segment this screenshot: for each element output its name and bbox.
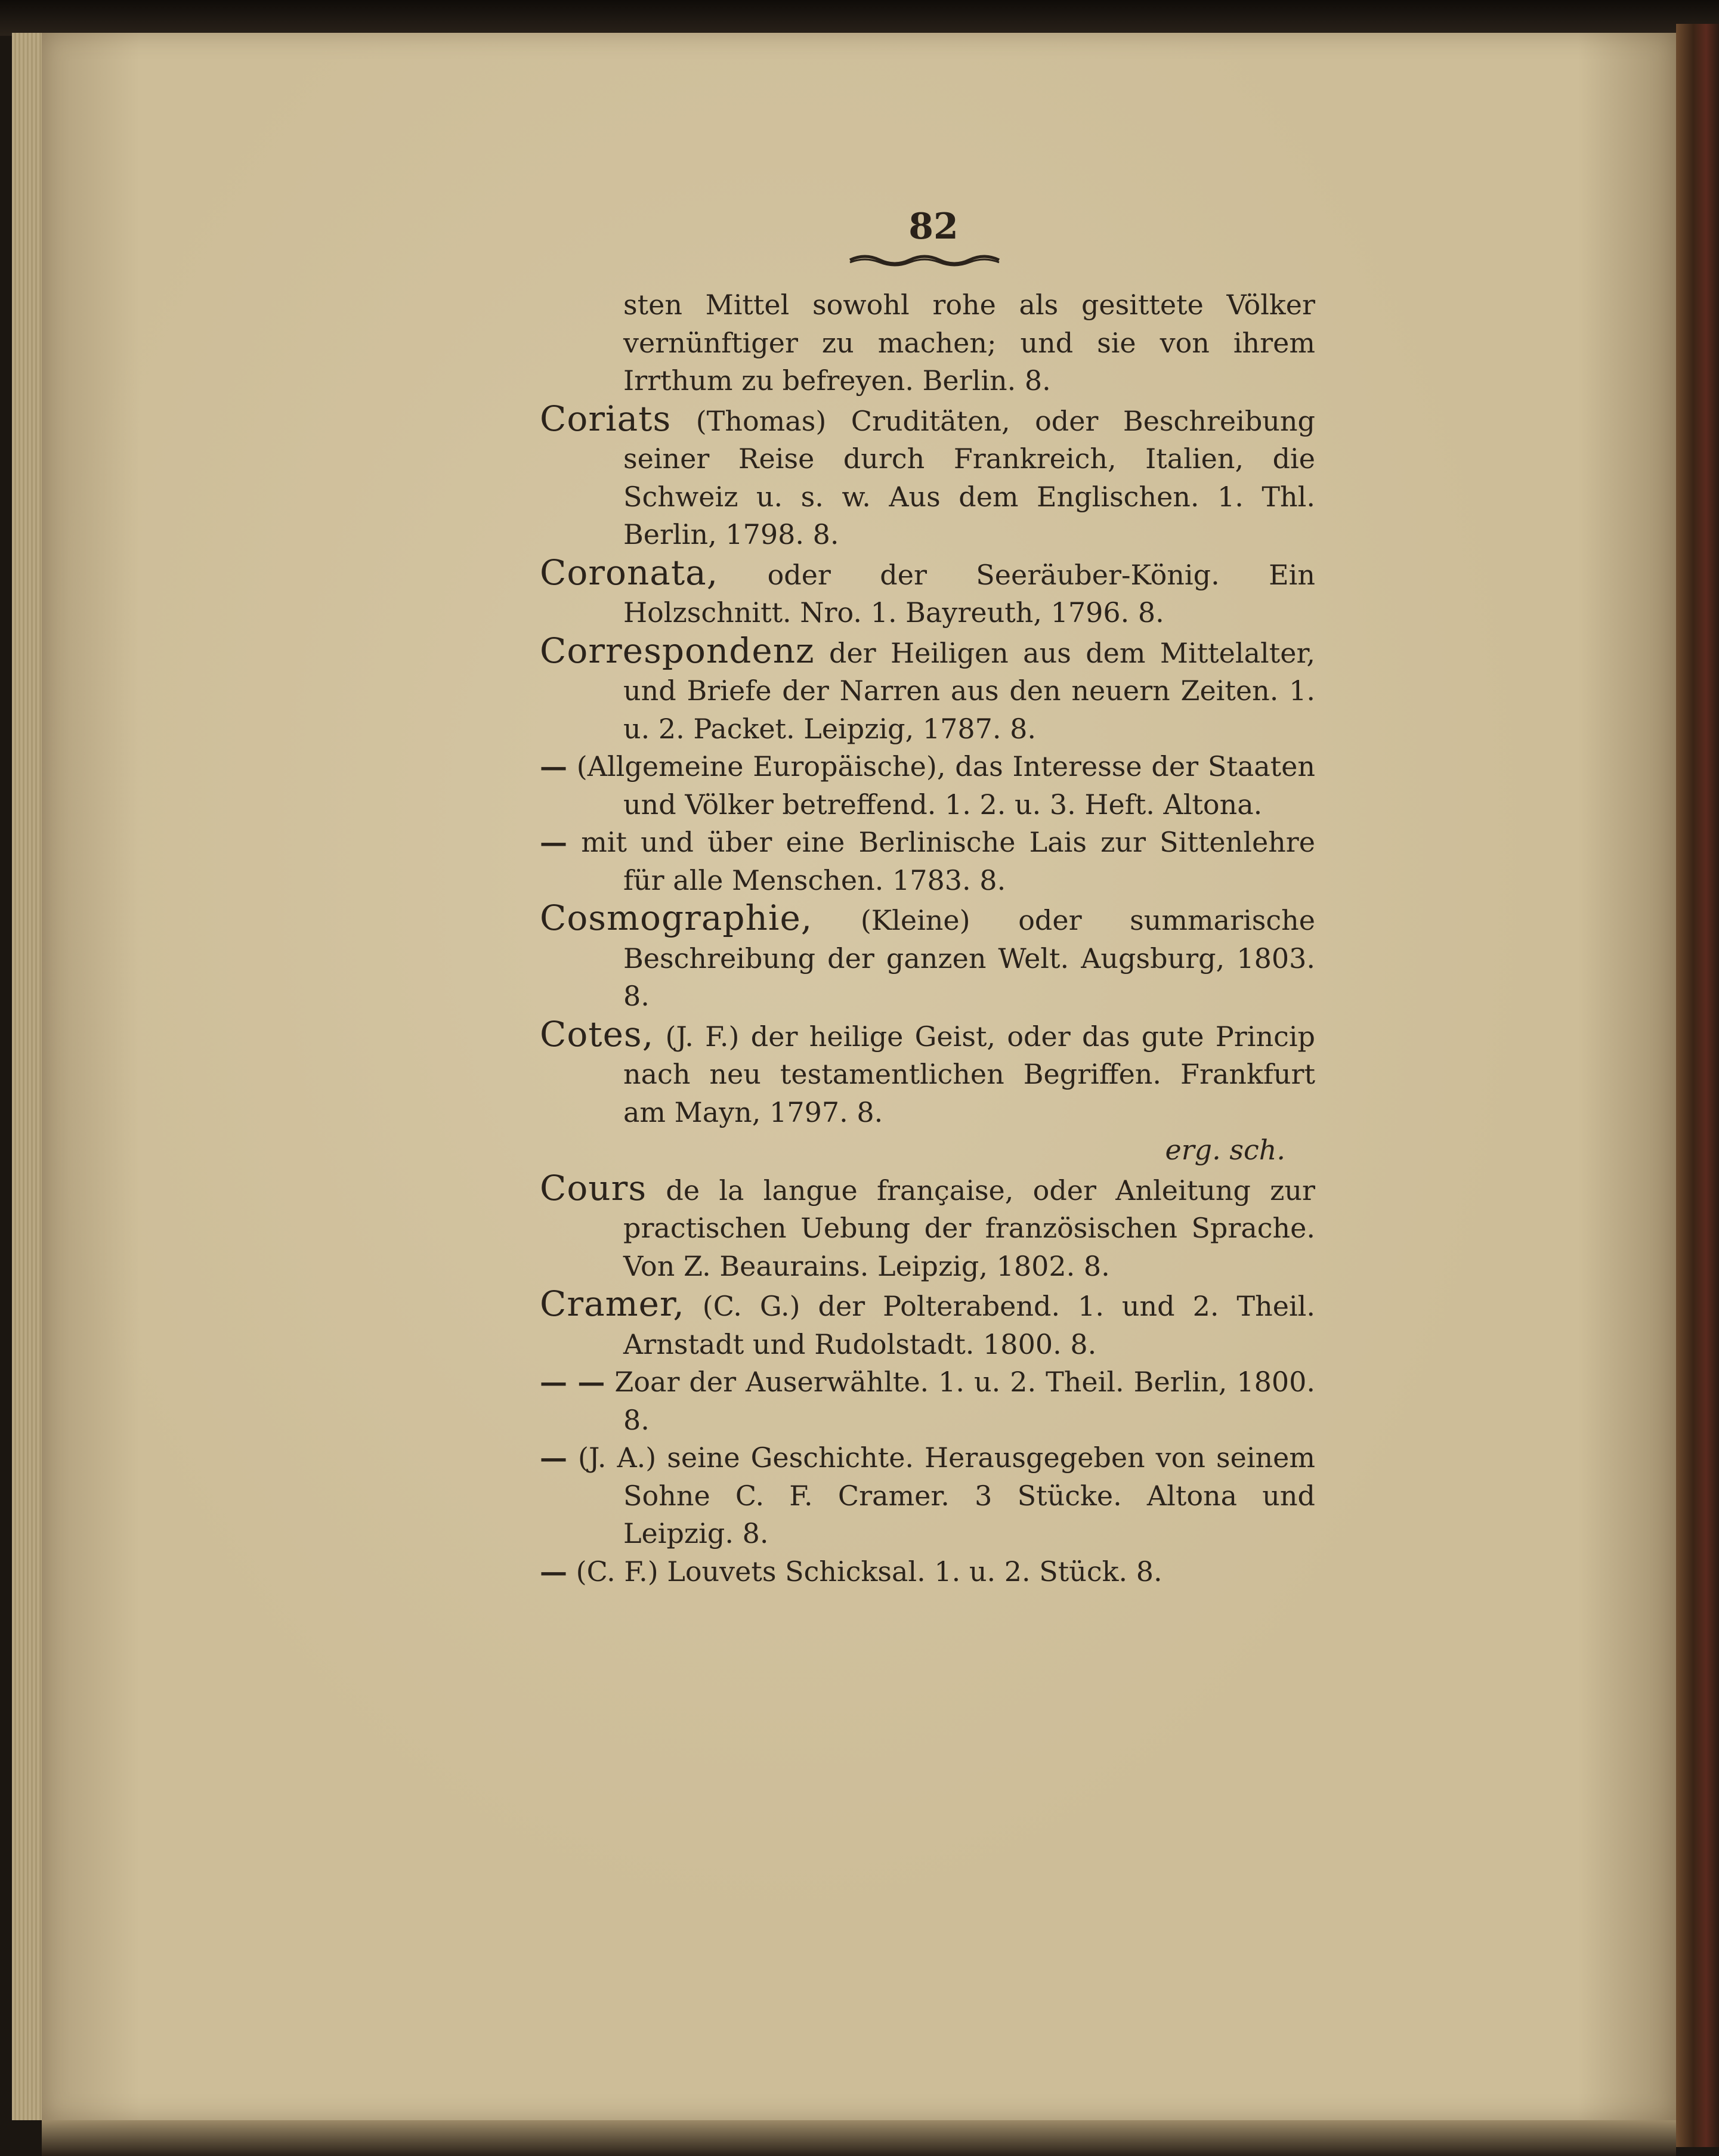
entry-dash: — (540, 750, 567, 782)
entry-headword: Cotes, (540, 1013, 654, 1054)
entry-headword: Cosmographie, (540, 898, 813, 938)
reviewer-signature: erg. sch. (1165, 1134, 1285, 1166)
entry-text: Zoar der Auserwählte. 1. u. 2. Theil. Berlin, 1800. 8. (614, 1366, 1315, 1436)
entry-headword: Coriats (540, 398, 672, 439)
entry-text: mit und über eine Berlinische Lais zur Sittenlehre für alle Menschen. 1783. 8. (581, 826, 1315, 896)
entry-dash: — (540, 826, 567, 858)
entry-headword: Coronata, (540, 552, 719, 593)
entry-text: de la langue française, oder Anleitung zur practischen Uebung der französischen Sprache. Von Z. Beaurains. Leipzig, 1802. 8. (623, 1174, 1316, 1282)
entry-dash: — (540, 1442, 567, 1474)
entry-text: (C. F.) Louvets Schicksal. 1. u. 2. Stück. 8. (576, 1555, 1163, 1588)
catalog-entry (540, 554, 1315, 632)
entry-headword: Correspondenz (540, 630, 815, 671)
catalog-entry (540, 1167, 1316, 1286)
catalog-entry (540, 824, 1315, 899)
entry-text: (J. F.) der heilige Geist, oder das gute Princip nach neu testamentlichen Begriffen. Frankfurt am Mayn, 1797. 8. (623, 1020, 1316, 1128)
catalog-entry (540, 1439, 1315, 1553)
entry-text: (Kleine) oder summarische Beschreibung der ganzen Welt. Augsburg, 1803. 8. (623, 904, 1315, 1012)
catalog-entry (540, 899, 1315, 1016)
entry-text: (J. A.) seine Geschichte. Herausgegeben von seinem Sohne C. F. Cramer. 3 Stücke. Altona und Leipzig. 8. (578, 1442, 1315, 1549)
catalog-entry (540, 1363, 1315, 1439)
entry-dash: — — (540, 1366, 605, 1398)
catalog-entry (540, 400, 1315, 554)
entry-text: (Allgemeine Europäische), das Interesse der Staaten und Völker betreffend. 1. 2. u. 3. Heft. Altona. (576, 750, 1316, 821)
catalog-entry (540, 748, 1315, 824)
top-shadow (0, 0, 1719, 36)
catalog-entry (540, 1013, 1316, 1132)
page-stack-edge (12, 33, 42, 2120)
book-binding (1676, 24, 1719, 2147)
ornament-divider (847, 249, 1002, 267)
page-number: 82 (908, 206, 959, 248)
catalog-text (540, 286, 1315, 1591)
entry-text: sten Mittel sowohl rohe als gesittete Völker vernünftiger zu machen; und sie von ihrem Irrthum zu befreyen. Berlin. 8. (623, 289, 1315, 397)
entry-text: oder der Seeräuber-König. Ein Holzschnitt. Nro. 1. Bayreuth, 1796. 8. (623, 558, 1315, 629)
catalog-entry (540, 1285, 1315, 1363)
entry-text: (C. G.) der Polterabend. 1. und 2. Theil. Arnstadt und Rudolstadt. 1800. 8. (623, 1290, 1316, 1360)
entry-dash: — (540, 1555, 567, 1588)
entry-text: der Heiligen aus dem Mittelalter, und Briefe der Narren aus den neuern Zeiten. 1. u. 2. Packet. Leipzig, 1787. 8. (623, 636, 1316, 745)
page-bottom-edge (42, 2120, 1676, 2156)
entry-text: (Thomas) Cruditäten, oder Beschreibung seiner Reise durch Frankreich, Italien, die Schweiz u. s. w. Aus dem Englischen. 1. Thl. Berlin, 1798. 8. (623, 404, 1315, 550)
catalog-entry (540, 1553, 1315, 1591)
catalog-entry (540, 286, 1315, 400)
catalog-entry (540, 632, 1315, 748)
entry-headword: Cours (540, 1167, 647, 1208)
entry-headword: Cramer, (540, 1283, 685, 1324)
